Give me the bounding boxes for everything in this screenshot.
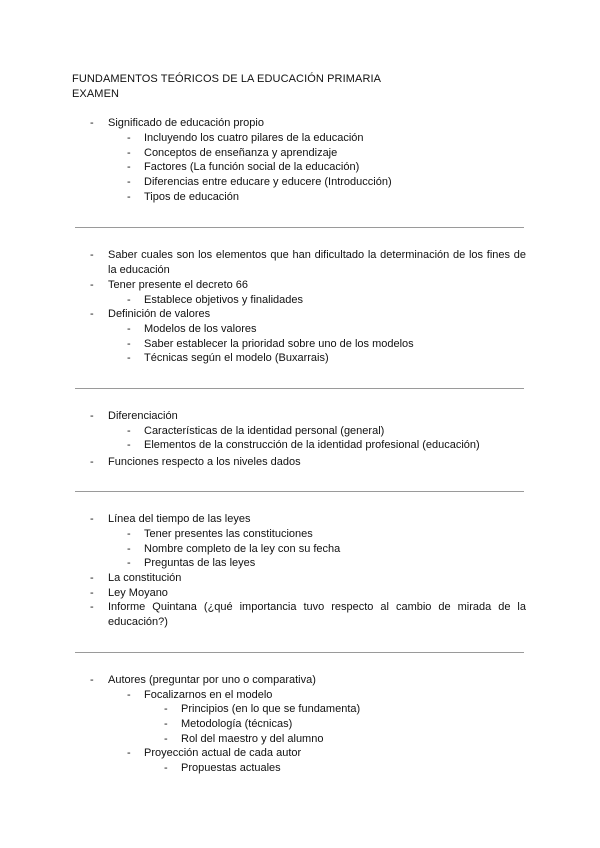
list-item: Proyección actual de cada autor xyxy=(144,747,302,759)
list-item: Focalizarnos en el modelo xyxy=(144,689,273,701)
list-item: Modelos de los valores xyxy=(144,323,257,335)
list-item: Funciones respecto a los niveles dados xyxy=(108,456,301,468)
list-item: Línea del tiempo de las leyes xyxy=(108,513,251,525)
bullet-dash: - xyxy=(127,191,131,203)
bullet-dash: - xyxy=(90,674,94,686)
list-item: Saber cuales son los elementos que han dificultado la determinación de los fines de la educación xyxy=(108,249,526,276)
bullet-dash: - xyxy=(164,703,168,715)
bullet-dash: - xyxy=(127,323,131,335)
list-item: Establece objetivos y finalidades xyxy=(144,294,303,306)
bullet-dash: - xyxy=(164,718,168,730)
list-item: Técnicas según el modelo (Buxarrais) xyxy=(144,352,329,364)
document-subtitle: EXAMEN xyxy=(72,88,120,100)
section-divider xyxy=(75,652,524,653)
list-item: Significado de educación propio xyxy=(108,117,264,129)
bullet-dash: - xyxy=(90,456,94,468)
list-item: Incluyendo los cuatro pilares de la educación xyxy=(144,132,364,144)
list-item: Tener presentes las constituciones xyxy=(144,528,313,540)
bullet-dash: - xyxy=(127,425,131,437)
bullet-dash: - xyxy=(90,249,94,261)
section-divider xyxy=(75,491,524,492)
list-item: Metodología (técnicas) xyxy=(181,718,293,730)
list-item: Rol del maestro y del alumno xyxy=(181,733,324,745)
bullet-dash: - xyxy=(127,147,131,159)
bullet-dash: - xyxy=(90,587,94,599)
bullet-dash: - xyxy=(127,689,131,701)
list-item: Tipos de educación xyxy=(144,191,239,203)
list-item: Ley Moyano xyxy=(108,587,168,599)
bullet-dash: - xyxy=(90,279,94,291)
bullet-dash: - xyxy=(127,747,131,759)
section-divider xyxy=(75,388,524,389)
bullet-dash: - xyxy=(90,601,94,613)
bullet-dash: - xyxy=(127,528,131,540)
list-item: Factores (La función social de la educación) xyxy=(144,161,360,173)
bullet-dash: - xyxy=(127,557,131,569)
section-divider xyxy=(75,227,524,228)
list-item: Definición de valores xyxy=(108,308,211,320)
list-item: Principios (en lo que se fundamenta) xyxy=(181,703,361,715)
bullet-dash: - xyxy=(90,513,94,525)
bullet-dash: - xyxy=(127,338,131,350)
list-item: Elementos de la construcción de la identidad profesional (educación) xyxy=(144,439,480,451)
list-item: Tener presente el decreto 66 xyxy=(108,279,249,291)
bullet-dash: - xyxy=(127,294,131,306)
bullet-dash: - xyxy=(127,543,131,555)
bullet-dash: - xyxy=(127,439,131,451)
list-item: Preguntas de las leyes xyxy=(144,557,256,569)
bullet-dash: - xyxy=(90,308,94,320)
list-item: Autores (preguntar por uno o comparativa) xyxy=(108,674,316,686)
list-item: Conceptos de enseñanza y aprendizaje xyxy=(144,147,338,159)
bullet-dash: - xyxy=(127,132,131,144)
list-item: Diferenciación xyxy=(108,410,178,422)
list-item: Propuestas actuales xyxy=(181,762,281,774)
list-item: Informe Quintana (¿qué importancia tuvo respecto al cambio de mirada de la educación?) xyxy=(108,601,526,628)
list-item: Saber establecer la prioridad sobre uno de los modelos xyxy=(144,338,414,350)
bullet-dash: - xyxy=(127,176,131,188)
bullet-dash: - xyxy=(127,352,131,364)
list-item: Diferencias entre educare y educere (Introducción) xyxy=(144,176,392,188)
list-item: La constitución xyxy=(108,572,182,584)
document-title: FUNDAMENTOS TEÓRICOS DE LA EDUCACIÓN PRIMARIA xyxy=(72,73,382,85)
bullet-dash: - xyxy=(90,410,94,422)
bullet-dash: - xyxy=(90,117,94,129)
list-item: Nombre completo de la ley con su fecha xyxy=(144,543,341,555)
bullet-dash: - xyxy=(90,572,94,584)
list-item: Características de la identidad personal (general) xyxy=(144,425,385,437)
bullet-dash: - xyxy=(164,762,168,774)
bullet-dash: - xyxy=(164,733,168,745)
bullet-dash: - xyxy=(127,161,131,173)
